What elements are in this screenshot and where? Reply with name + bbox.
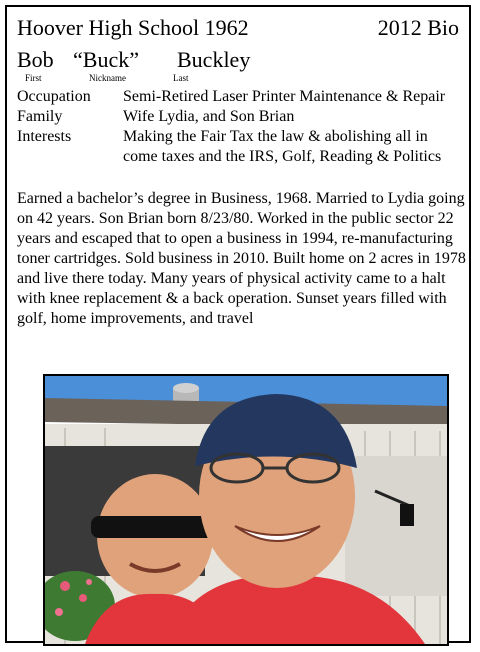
photo — [43, 374, 449, 646]
header — [17, 15, 469, 41]
interests-row — [17, 127, 467, 167]
occupation-value: Semi-Retired Laser Printer Maintenance & Repair — [123, 88, 446, 105]
nickname: “Buck” — [73, 47, 139, 72]
year-bio-title: 2012 Bio — [377, 15, 459, 40]
family-row — [17, 107, 467, 127]
interests-line-1: Making the Fair Tax the law & abolishing all in — [123, 128, 428, 145]
occupation-row — [17, 87, 467, 107]
photo-illustration — [45, 376, 447, 644]
info-fields — [17, 87, 467, 167]
roof-vent — [173, 383, 199, 402]
school-title: Hoover High School 1962 — [17, 15, 249, 40]
occupation-label: Occupation — [17, 88, 91, 105]
last-caption: Last — [173, 73, 189, 83]
bio-card — [5, 5, 471, 643]
nickname-caption: Nickname — [89, 73, 126, 83]
first-caption: First — [25, 73, 42, 83]
first-name: Bob — [17, 47, 54, 72]
last-name: Buckley — [177, 47, 251, 72]
family-label: Family — [17, 108, 63, 125]
interests-label: Interests — [17, 128, 72, 145]
interests-line-2: come taxes and the IRS, Golf, Reading & Politics — [123, 148, 442, 165]
bio-paragraph: Earned a bachelor’s degree in Business, 1968. Married to Lydia going on 42 years. Son Brian born 8/23/80. Worked in the public sector 22 years and escaped that to open a business in 1994, re-manufacturing toner cartridges. Sold business in 2010. Built home on 2 acres in 1978 and live there today. Many years of physical activity came to a halt with knee replacement & a back operation. Sunset years filled with golf, home improvements, and travel — [17, 190, 466, 327]
interests-value — [123, 127, 473, 167]
family-value: Wife Lydia, and Son Brian — [123, 108, 295, 125]
